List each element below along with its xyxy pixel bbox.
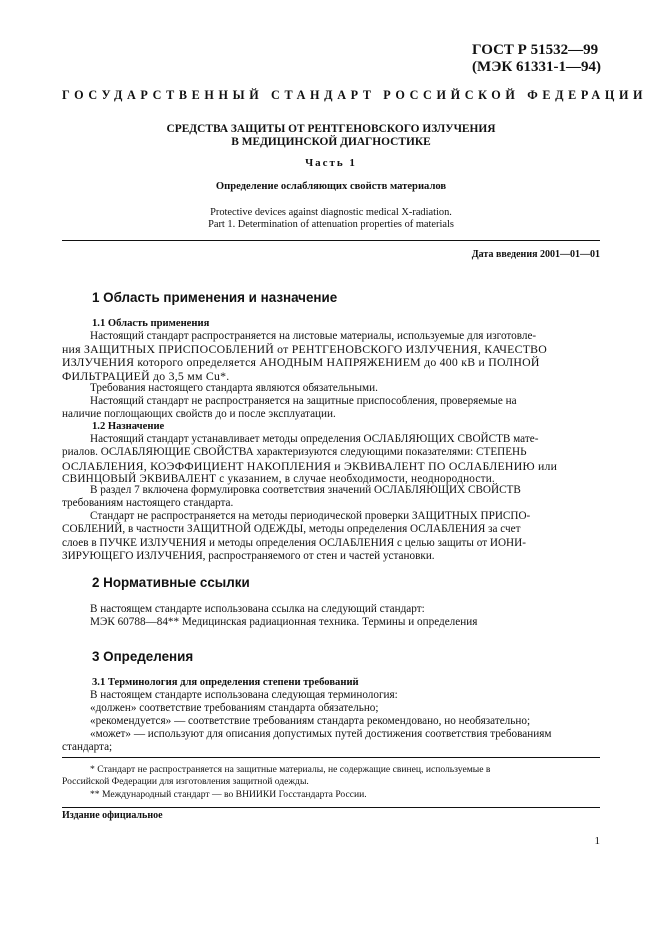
section-1-1-paragraph-2: Требования настоящего стандарта являются обязательными. (90, 382, 378, 394)
standard-code (472, 42, 601, 76)
section-2-heading: 2 Нормативные ссылки (92, 575, 250, 590)
section-2-paragraph-1: В настоящем стандарте использована ссылка на следующий стандарт: (90, 603, 425, 615)
text-line: ИЗЛУЧЕНИЯ которого определяется АНОДНЫМ НАПРЯЖЕНИЕМ до 400 кВ и ПОЛНОЙ (62, 355, 540, 370)
title-line-2: В МЕДИЦИНСКОЙ ДИАГНОСТИКЕ (231, 135, 431, 148)
section-2-paragraph-2: МЭК 60788—84** Медицинская радиационная техника. Термины и определения (90, 616, 478, 628)
section-1-1-heading: 1.1 Область применения (92, 318, 210, 329)
document-subtitle: Определение ослабляющих свойств материалов (215, 181, 447, 192)
footnote-2: ** Международный стандарт — во ВНИИКИ Госстандарта России. (90, 789, 367, 800)
english-title-line-2: Part 1. Determination of attenuation properties of materials (208, 219, 454, 230)
text-line: требованиям настоящего стандарта. (62, 497, 234, 510)
section-1-2-paragraph-2 (62, 484, 600, 511)
text-line: риалов. ОСЛАБЛЯЮЩИЕ СВОЙСТВА характеризуются следующими показателями: СТЕПЕНЬ (62, 446, 527, 459)
text-line: Российской Федерации для изготовления защитной одежды. (62, 776, 309, 787)
footer-divider (62, 807, 600, 808)
text-line: ОСЛАБЛЕНИЯ, КОЭФФИЦИЕНТ НАКОПЛЕНИЯ и ЭКВИВАЛЕНТ ПО ОСЛАБЛЕНИЮ или (62, 458, 558, 473)
text-line: слоев в ПУЧКЕ ИЗЛУЧЕНИЯ и методы определения ОСЛАБЛЕНИЯ с целью защиты от ИОНИ- (62, 536, 526, 549)
text-line: * Стандарт не распространяется на защитные материалы, не содержащие свинец, используемые в (90, 764, 491, 775)
text-line: наличие поглощающих свойств до и после эксплуатации. (62, 408, 336, 421)
section-1-heading: 1 Область применения и назначение (92, 290, 338, 305)
state-standard-banner: ГОСУДАРСТВЕННЫЙ СТАНДАРТ РОССИЙСКОЙ ФЕДЕРАЦИИ (62, 88, 648, 102)
introduction-date: Дата введения 2001—01—01 (471, 249, 600, 260)
text-line: ФИЛЬТРАЦИЕЙ до 3,5 мм Cu*. (62, 368, 230, 383)
section-3-1-heading: 3.1 Терминология для определения степени требований (92, 677, 359, 688)
text-line: «может» — используют для описания допустимых путей достижения соответствия требованиям (90, 728, 552, 740)
section-3-1-line-2: «должен» соответствие требованиям стандарта обязательно; (90, 702, 379, 714)
section-3-1-line-4 (62, 728, 600, 755)
text-line: Настоящий стандарт распространяется на листовые материалы, используемые для изготовле- (90, 330, 537, 342)
title-line-1: СРЕДСТВА ЗАЩИТЫ ОТ РЕНТГЕНОВСКОГО ИЗЛУЧЕНИЯ (166, 123, 496, 135)
section-1-2-paragraph-3 (62, 510, 600, 564)
english-title-line-1: Protective devices against diagnostic medical X-radiation. (210, 207, 452, 218)
section-1-1-paragraph-1-cont (62, 343, 600, 383)
section-1-1-paragraph-3 (62, 395, 600, 422)
section-3-heading: 3 Определения (92, 649, 194, 664)
document-title (62, 123, 600, 148)
standard-code-iec: (МЭК 61331-1—94) (472, 59, 601, 75)
english-title (62, 207, 600, 231)
section-1-2-paragraph-1 (62, 433, 600, 487)
text-line: Стандарт не распространяется на методы периодической проверки ЗАЩИТНЫХ ПРИСПО- (90, 510, 531, 522)
text-line: ния ЗАЩИТНЫХ ПРИСПОСОБЛЕНИЙ от РЕНТГЕНОВСКОГО ИЗЛУЧЕНИЯ, КАЧЕСТВО (62, 342, 548, 356)
text-line: СВИНЦОВЫЙ ЭКВИВАЛЕНТ с указанием, в случае необходимости, неоднородности. (62, 473, 495, 486)
footnote-1 (62, 764, 600, 788)
section-3-1-line-1: В настоящем стандарте использована следующая терминология: (90, 689, 398, 701)
text-line: Настоящий стандарт устанавливает методы определения ОСЛАБЛЯЮЩИХ СВОЙСТВ мате- (90, 433, 539, 445)
text-line: ЗИРУЮЩЕГО ИЗЛУЧЕНИЯ, распространяемого от стен и частей установки. (62, 550, 435, 563)
footnote-divider (62, 757, 600, 758)
section-1-2-heading: 1.2 Назначение (92, 421, 165, 432)
text-line: СОБЛЕНИЙ, в частности ЗАЩИТНОЙ ОДЕЖДЫ, методы определения ОСЛАБЛЕНИЯ за счет (62, 523, 521, 536)
section-3-1-line-3: «рекомендуется» — соответствие требованиям стандарта рекомендовано, но необязательно; (90, 715, 531, 727)
text-line: В раздел 7 включена формулировка соответствия значений ОСЛАБЛЯЮЩИХ СВОЙСТВ (90, 484, 521, 496)
standard-code-gost: ГОСТ Р 51532—99 (472, 42, 599, 58)
page-number: 1 (594, 835, 600, 847)
part-label: Часть 1 (305, 157, 357, 169)
official-edition-label: Издание официальное (62, 810, 163, 821)
text-line: Настоящий стандарт не распространяется на защитные приспособления, проверяемые на (90, 395, 517, 407)
text-line: стандарта; (62, 741, 113, 754)
title-divider (62, 240, 600, 241)
